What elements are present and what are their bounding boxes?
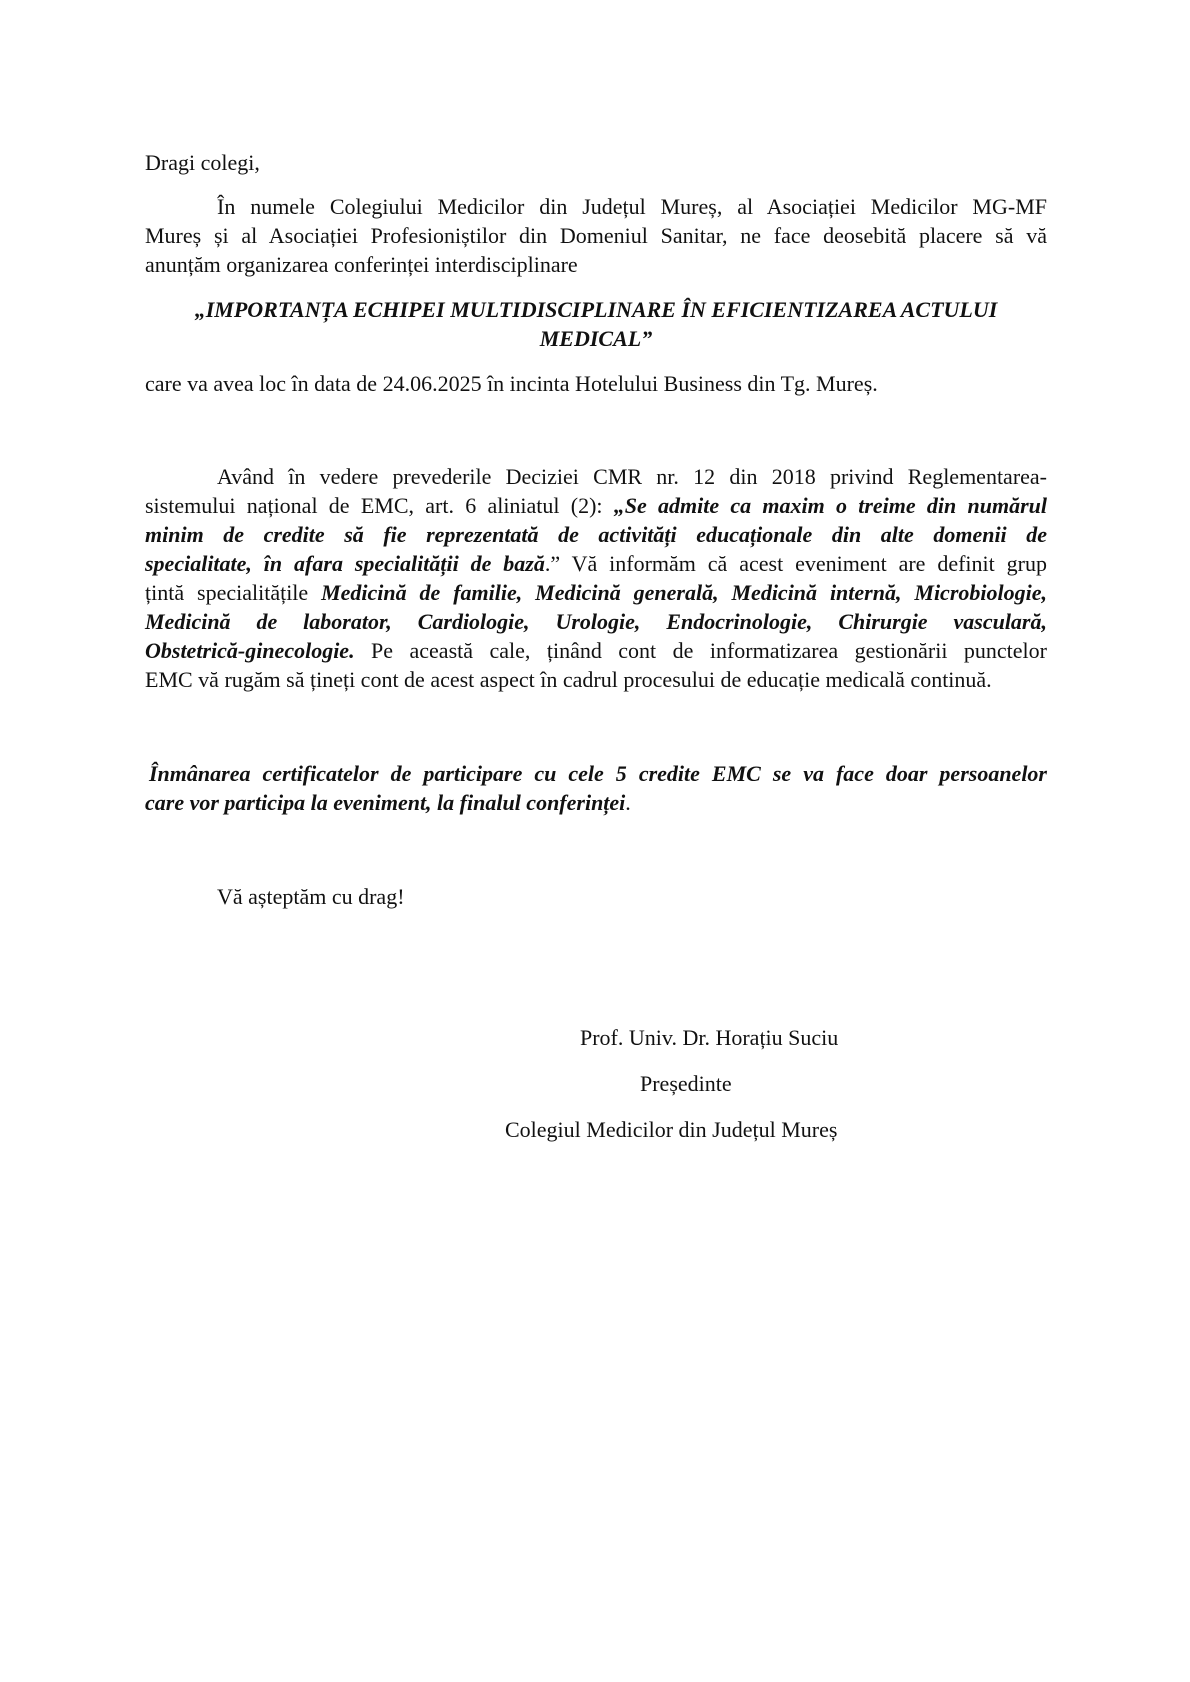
certificates-line-2 <box>145 789 631 817</box>
certificates-line-1: Înmânarea certificatelor de participare cu cele 5 credite EMC se va face doar persoanelor <box>149 761 1047 786</box>
emc-line-7 <box>145 637 1047 665</box>
emc-line-5-specialties: Medicină de familie, Medicină generală, Medicină internă, Microbiologie, <box>321 580 1047 605</box>
closing-line: Vă așteptăm cu drag! <box>217 884 405 909</box>
emc-line-4-regular: .” Vă informăm că acest eveniment are definit grup <box>544 551 1047 576</box>
greeting: Dragi colegi, <box>145 150 260 175</box>
emc-line-3: minim de credite să fie reprezentată de activități educaționale din alte domenii de <box>145 522 1047 547</box>
emc-line-4 <box>145 550 1047 578</box>
signatory-name: Prof. Univ. Dr. Horațiu Suciu <box>580 1025 839 1050</box>
emc-line-1: Având în vedere prevederile Deciziei CMR nr. 12 din 2018 privind Reglementarea- <box>217 464 1047 489</box>
emc-line-8: EMC vă rugăm să țineți cont de acest aspect în cadrul procesului de educație medicală continuă. <box>145 667 992 692</box>
intro-line-1: În numele Colegiului Medicilor din Județul Mureș, al Asociației Medicilor MG-MF <box>217 194 1047 219</box>
intro-line-3: anunțăm organizarea conferinței interdisciplinare <box>145 252 578 277</box>
emc-line-7-specialty: Obstetrică-ginecologie. <box>145 638 355 663</box>
emc-line-7-regular: Pe această cale, ținând cont de informatizarea gestionării punctelor <box>354 638 1047 663</box>
emc-line-6: Medicină de laborator, Cardiologie, Urologie, Endocrinologie, Chirurgie vasculară, <box>145 609 1047 634</box>
event-date-location: care va avea loc în data de 24.06.2025 în incinta Hotelului Business din Tg. Mureș. <box>145 371 878 396</box>
emc-line-2-quote: „Se admite ca maxim o treime din numărul <box>613 493 1047 518</box>
certificates-line-2-text: care vor participa la eveniment, la finalul conferinței <box>145 790 626 815</box>
certificates-line-2-period: . <box>625 790 631 815</box>
signatory-organization: Colegiul Medicilor din Județul Mureș <box>505 1117 838 1142</box>
conference-title-line-1: „IMPORTANȚA ECHIPEI MULTIDISCIPLINARE ÎN EFICIENTIZAREA ACTULUI <box>194 297 998 322</box>
intro-line-2: Mureș și al Asociației Profesioniștilor din Domeniul Sanitar, ne face deosebită placere să vă <box>145 223 1047 248</box>
emc-line-4-quote: specialitate, în afara specialității de bază <box>145 551 545 576</box>
conference-title-line-2: MEDICAL” <box>539 326 653 351</box>
emc-line-5 <box>145 579 1047 607</box>
emc-line-2-regular: sistemului național de EMC, art. 6 aliniatul (2): <box>145 493 614 518</box>
signatory-role: Președinte <box>640 1071 732 1096</box>
emc-line-5-regular: țintă specialitățile <box>145 580 322 605</box>
emc-line-2 <box>145 492 1047 520</box>
